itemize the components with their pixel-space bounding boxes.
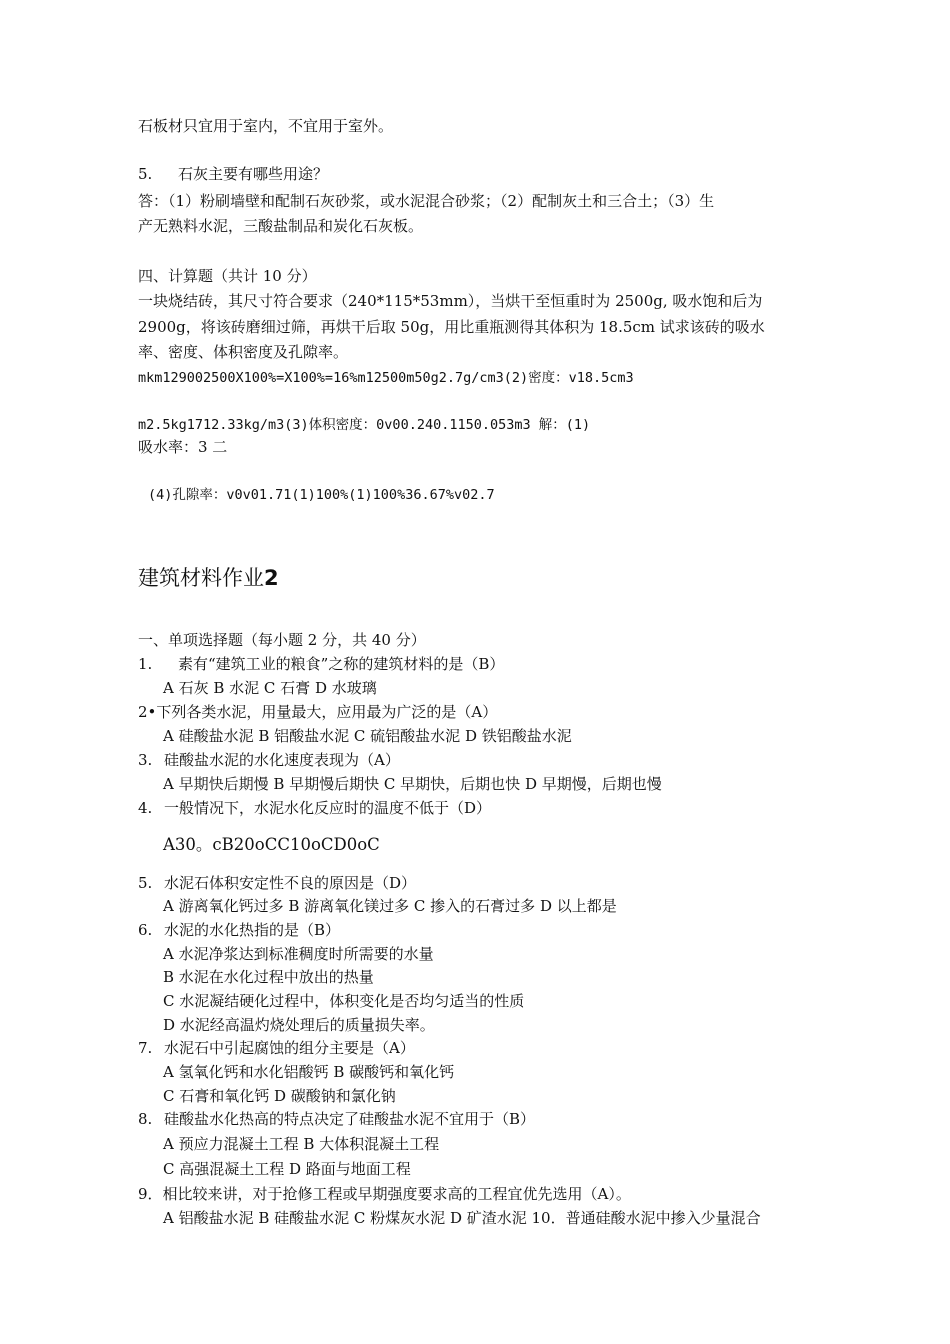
question-text: 水泥石中引起腐蚀的组分主要是（A） <box>164 1039 415 1057</box>
question-text: 水泥石体积安定性不良的原因是（D） <box>164 874 417 892</box>
question-7 <box>138 1038 415 1058</box>
question-number: 3. <box>138 751 153 769</box>
question-number: 8. <box>138 1110 153 1128</box>
question-5 <box>138 164 328 184</box>
option-line: C 石膏和氧化钙 D 碳酸钠和氯化钠 <box>163 1087 396 1105</box>
answer-line: 产无熟料水泥，三酸盐制品和炭化石灰板。 <box>138 217 424 235</box>
question-number: 4. <box>138 799 153 817</box>
formula-line: m2.5kg1712.33kg/m3(3)体积密度：0v00.240.1150.053m3 解：(1) <box>138 417 591 433</box>
options-line: A 铝酸盐水泥 B 硅酸盐水泥 C 粉煤灰水泥 D 矿渣水泥 10．普通硅酸水泥中掺入少量混合 <box>163 1209 761 1227</box>
options-line: A 硅酸盐水泥 B 铝酸盐水泥 C 硫铝酸盐水泥 D 铁铝酸盐水泥 <box>163 727 572 745</box>
question-4 <box>138 798 491 818</box>
question-text: 一般情况下，水泥水化反应时的温度不低于（D） <box>164 799 492 817</box>
heading-number: 2 <box>264 566 279 590</box>
question-6 <box>138 920 340 940</box>
option-line: D 水泥经高温灼烧处理后的质量损失率。 <box>163 1016 435 1034</box>
question-3 <box>138 750 400 770</box>
text-line: 吸水率：3 二 <box>138 438 228 456</box>
formula-line: mkm129002500X100%=X100%=16%m12500m50g2.7g/cm3(2)密度：v18.5cm3 <box>138 370 634 386</box>
text-line: 率、密度、体积密度及孔隙率。 <box>138 343 349 361</box>
option-line: C 高强混凝土工程 D 路面与地面工程 <box>163 1160 411 1178</box>
answer-line: 答：（1）粉刷墙壁和配制石灰砂浆，或水泥混合砂浆；（2）配制灰土和三合土；（3）生 <box>138 192 715 210</box>
question-1 <box>138 654 504 674</box>
page-heading <box>138 565 279 591</box>
text-line: 2900g，将该砖磨细过筛，再烘干后取 50g，用比重瓶测得其体积为 18.5cm 试求该砖的吸水 <box>138 318 765 336</box>
heading-text: 建筑材料作业 <box>138 566 264 590</box>
question-number: 6. <box>138 921 153 939</box>
options-line: A 早期快后期慢 B 早期慢后期快 C 早期快，后期也快 D 早期慢，后期也慢 <box>163 775 662 793</box>
options-line: A30。cB20oCC10oCD0oC <box>163 835 380 854</box>
question-number: 7. <box>138 1039 153 1057</box>
text-line: 石板材只宜用于室内，不宜用于室外。 <box>138 117 394 135</box>
question-text: 石灰主要有哪些用途？ <box>178 165 329 183</box>
option-line: A 预应力混凝土工程 B 大体积混凝土工程 <box>163 1135 440 1153</box>
question-text: 硅酸盐水化热高的特点决定了硅酸盐水泥不宜用于（B） <box>164 1110 536 1128</box>
question-number: 5. <box>138 165 153 183</box>
question-8 <box>138 1109 535 1129</box>
section-title: 四、计算题（共计 10 分） <box>138 267 317 285</box>
question-text: 硅酸盐水泥的水化速度表现为（A） <box>164 751 400 769</box>
text-line: 一块烧结砖，其尺寸符合要求（240*115*53mm），当烘干至恒重时为 2500g, 吸水饱和后为 <box>138 292 763 310</box>
options-line: A 游离氧化钙过多 B 游离氧化镁过多 C 掺入的石膏过多 D 以上都是 <box>163 897 617 915</box>
question-text: 素有“建筑工业的粮食”之称的建筑材料的是（B） <box>178 655 505 673</box>
formula-line: (4)孔隙率：v0v01.71(1)100%(1)100%36.67%v02.7 <box>148 487 495 503</box>
option-line: C 水泥凝结硬化过程中，体积变化是否均匀适当的性质 <box>163 992 525 1010</box>
option-line: A 氢氧化钙和水化铝酸钙 B 碳酸钙和氧化钙 <box>163 1063 455 1081</box>
options-line: A 石灰 B 水泥 C 石膏 D 水玻璃 <box>163 679 377 697</box>
question-2: 2•下列各类水泥，用量最大，应用最为广泛的是（A） <box>138 703 498 721</box>
question-9: 9．相比较来讲，对于抢修工程或早期强度要求高的工程宜优先选用（A）。 <box>138 1185 631 1203</box>
question-number: 1. <box>138 655 153 673</box>
option-line: A 水泥净浆达到标准稠度时所需要的水量 <box>163 945 434 963</box>
question-5b <box>138 873 416 893</box>
question-number: 5. <box>138 874 153 892</box>
question-text: 水泥的水化热指的是（B） <box>164 921 341 939</box>
option-line: B 水泥在水化过程中放出的热量 <box>163 968 374 986</box>
section-title: 一、单项选择题（每小题 2 分，共 40 分） <box>138 631 426 649</box>
